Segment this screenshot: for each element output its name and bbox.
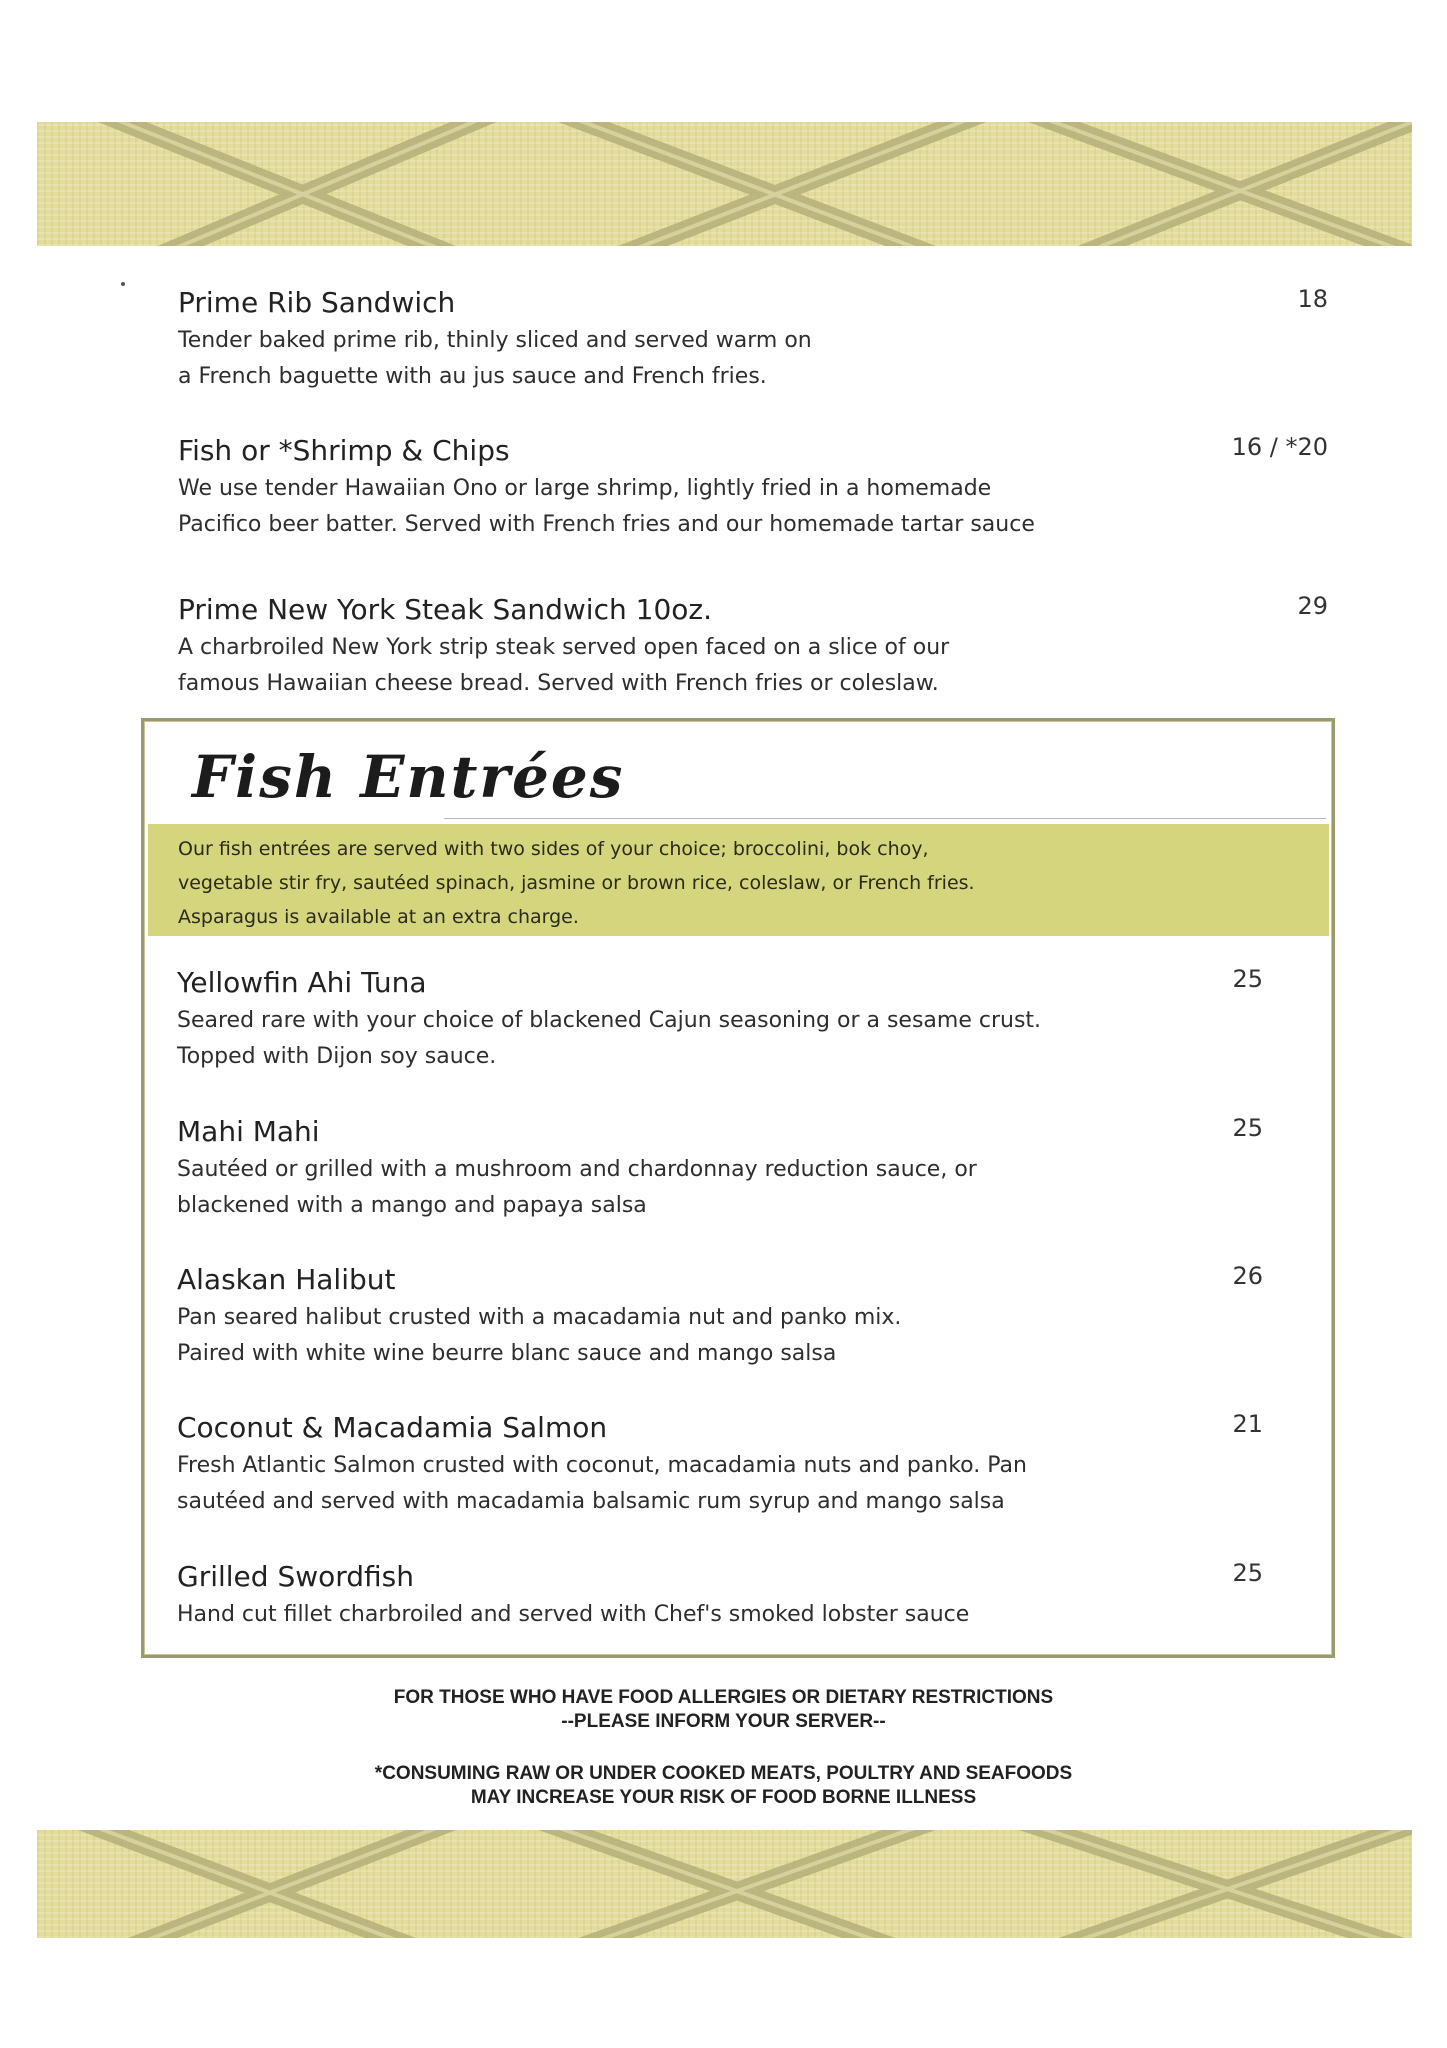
item-description-line: Seared rare with your choice of blackened Cajun seasoning or a sesame crust.	[177, 1008, 1042, 1033]
item-description	[177, 1003, 1287, 1075]
bamboo-lattice-pattern	[37, 122, 1412, 246]
item-name: Prime Rib Sandwich	[178, 286, 456, 319]
menu-item-prime-rib-sandwich	[178, 285, 1328, 395]
item-name: Yellowfin Ahi Tuna	[177, 966, 427, 999]
item-price: 18	[1297, 285, 1328, 313]
item-description	[177, 1152, 1287, 1224]
item-description-line: Pacifico beer batter. Served with French fries and our homemade tartar sauce	[178, 512, 1035, 537]
item-description-line: Tender baked prime rib, thinly sliced and served warm on	[178, 328, 812, 353]
item-name: Mahi Mahi	[177, 1115, 320, 1148]
item-description-line: famous Hawaiian cheese bread. Served with French fries or coleslaw.	[178, 671, 939, 696]
item-price: 25	[1232, 1114, 1263, 1142]
item-description-line: Hand cut fillet charbroiled and served with Chef's smoked lobster sauce	[177, 1602, 970, 1627]
item-price: 25	[1232, 965, 1263, 993]
item-description-line: a French baguette with au jus sauce and French fries.	[178, 364, 767, 389]
fish-entrees-section	[141, 718, 1335, 1658]
item-description-line: Pan seared halibut crusted with a macadamia nut and panko mix.	[177, 1305, 902, 1330]
item-name: Fish or *Shrimp & Chips	[178, 434, 510, 467]
section-title-divider	[444, 818, 1326, 819]
section-note	[148, 824, 1329, 936]
menu-item-prime-ny-steak-sandwich	[178, 592, 1328, 702]
allergy-notice-line: --PLEASE INFORM YOUR SERVER--	[561, 1711, 886, 1732]
section-note-line: Our fish entrées are served with two sides of your choice; broccolini, bok choy,	[178, 838, 929, 860]
item-description	[178, 471, 1318, 543]
item-price: 26	[1232, 1262, 1263, 1290]
item-name: Coconut & Macadamia Salmon	[177, 1411, 608, 1444]
item-price: 16 / *20	[1231, 433, 1328, 461]
item-description-line: A charbroiled New York strip steak served open faced on a slice of our	[178, 635, 950, 660]
section-note-line: Asparagus is available at an extra charge.	[178, 906, 579, 928]
item-description	[178, 323, 1318, 395]
bamboo-lattice-pattern	[37, 1830, 1412, 1938]
item-description-line: Topped with Dijon soy sauce.	[177, 1044, 497, 1069]
item-price: 29	[1297, 592, 1328, 620]
item-description-line: Paired with white wine beurre blanc sauce and mango salsa	[177, 1341, 837, 1366]
allergy-notice-line: FOR THOSE WHO HAVE FOOD ALLERGIES OR DIETARY RESTRICTIONS	[393, 1687, 1054, 1708]
menu-item-coconut-macadamia-salmon	[177, 1410, 1287, 1520]
item-description-line: blackened with a mango and papaya salsa	[177, 1193, 647, 1218]
item-description	[177, 1597, 1287, 1633]
item-price: 25	[1232, 1559, 1263, 1587]
item-name: Alaskan Halibut	[177, 1263, 396, 1296]
menu-item-grilled-swordfish	[177, 1559, 1287, 1633]
menu-item-alaskan-halibut	[177, 1262, 1287, 1372]
bamboo-footer-band	[37, 1830, 1412, 1938]
bamboo-header-band	[37, 122, 1412, 246]
stray-dot	[121, 282, 125, 286]
item-description	[177, 1448, 1287, 1520]
item-name: Grilled Swordfish	[177, 1560, 415, 1593]
item-description-line: sautéed and served with macadamia balsamic rum syrup and mango salsa	[177, 1489, 1005, 1514]
menu-item-yellowfin-ahi-tuna	[177, 965, 1287, 1075]
footer-notices	[0, 1686, 1447, 1810]
menu-item-fish-or-shrimp-chips	[178, 433, 1328, 543]
raw-food-warning-line: *CONSUMING RAW OR UNDER COOKED MEATS, POULTRY AND SEAFOODS	[374, 1763, 1073, 1784]
item-price: 21	[1232, 1410, 1263, 1438]
item-description-line: Fresh Atlantic Salmon crusted with coconut, macadamia nuts and panko. Pan	[177, 1453, 1027, 1478]
footer-spacer	[0, 1734, 1447, 1762]
section-title: Fish Entrées	[192, 743, 625, 811]
menu-item-mahi-mahi	[177, 1114, 1287, 1224]
raw-food-warning-line: MAY INCREASE YOUR RISK OF FOOD BORNE ILLNESS	[470, 1787, 977, 1808]
item-description-line: We use tender Hawaiian Ono or large shrimp, lightly fried in a homemade	[178, 476, 992, 501]
section-note-line: vegetable stir fry, sautéed spinach, jasmine or brown rice, coleslaw, or French fries.	[178, 872, 975, 894]
item-name: Prime New York Steak Sandwich 10oz.	[178, 593, 712, 626]
item-description	[178, 630, 1318, 702]
item-description	[177, 1300, 1287, 1372]
item-description-line: Sautéed or grilled with a mushroom and chardonnay reduction sauce, or	[177, 1157, 977, 1182]
